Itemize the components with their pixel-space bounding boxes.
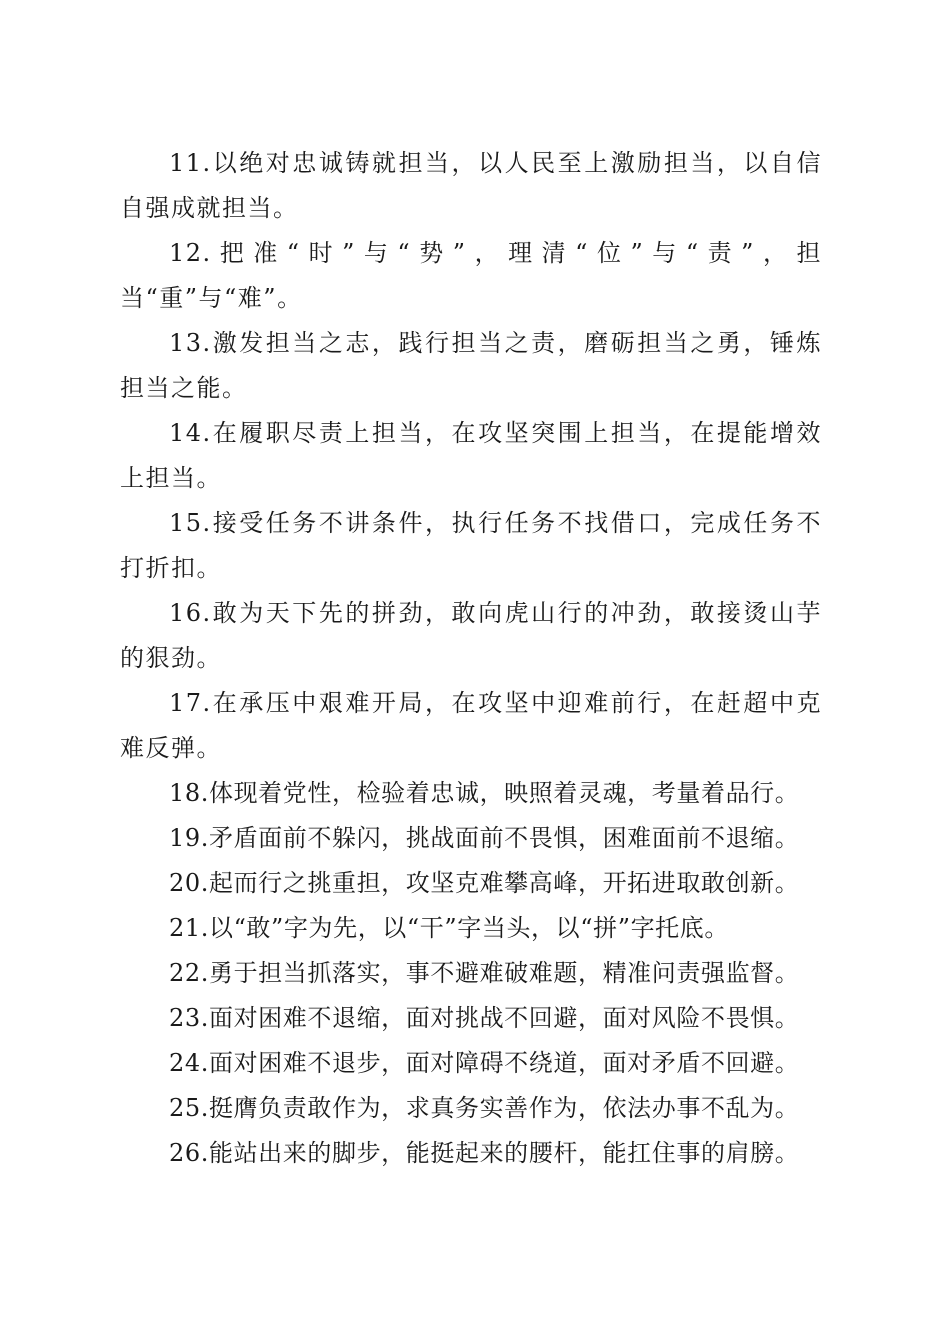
list-item-25: 25.挺膺负责敢作为，求真务实善作为，依法办事不乱为。 [169,1094,800,1122]
list-item-19: 19.矛盾面前不躲闪，挑战面前不畏惧，困难面前不退缩。 [169,824,800,852]
list-item-11: 11.以绝对忠诚铸就担当，以人民至上激励担当，以自信自强成就担当。 [120,149,822,222]
list-item-24: 24.面对困难不退步，面对障碍不绕道，面对矛盾不回避。 [169,1049,800,1077]
list-item-26: 26.能站出来的脚步，能挺起来的腰杆，能扛住事的肩膀。 [169,1139,800,1167]
numbered-list [120,141,822,1176]
list-item-18: 18.体现着党性，检验着忠诚，映照着灵魂，考量着品行。 [169,779,800,807]
list-item-23: 23.面对困难不退缩，面对挑战不回避，面对风险不畏惧。 [169,1004,800,1032]
list-item-17: 17.在承压中艰难开局，在攻坚中迎难前行，在赶超中克难反弹。 [120,689,822,762]
list-item-13: 13.激发担当之志，践行担当之责，磨砺担当之勇，锤炼担当之能。 [120,329,822,402]
list-item-22: 22.勇于担当抓落实，事不避难破难题，精准问责强监督。 [169,959,800,987]
list-item-21: 21.以“敢”字为先，以“干”字当头，以“拼”字托底。 [169,914,729,942]
list-item-20: 20.起而行之挑重担，攻坚克难攀高峰，开拓进取敢创新。 [169,869,800,897]
list-item-12: 12.把准“时”与“势”，理清“位”与“责”，担当“重”与“难”。 [120,239,822,312]
list-item-14: 14.在履职尽责上担当，在攻坚突围上担当，在提能增效上担当。 [120,419,822,492]
list-item-16: 16.敢为天下先的拼劲，敢向虎山行的冲劲，敢接烫山芋的狠劲。 [120,599,822,672]
list-item-15: 15.接受任务不讲条件，执行任务不找借口，完成任务不打折扣。 [120,509,822,582]
